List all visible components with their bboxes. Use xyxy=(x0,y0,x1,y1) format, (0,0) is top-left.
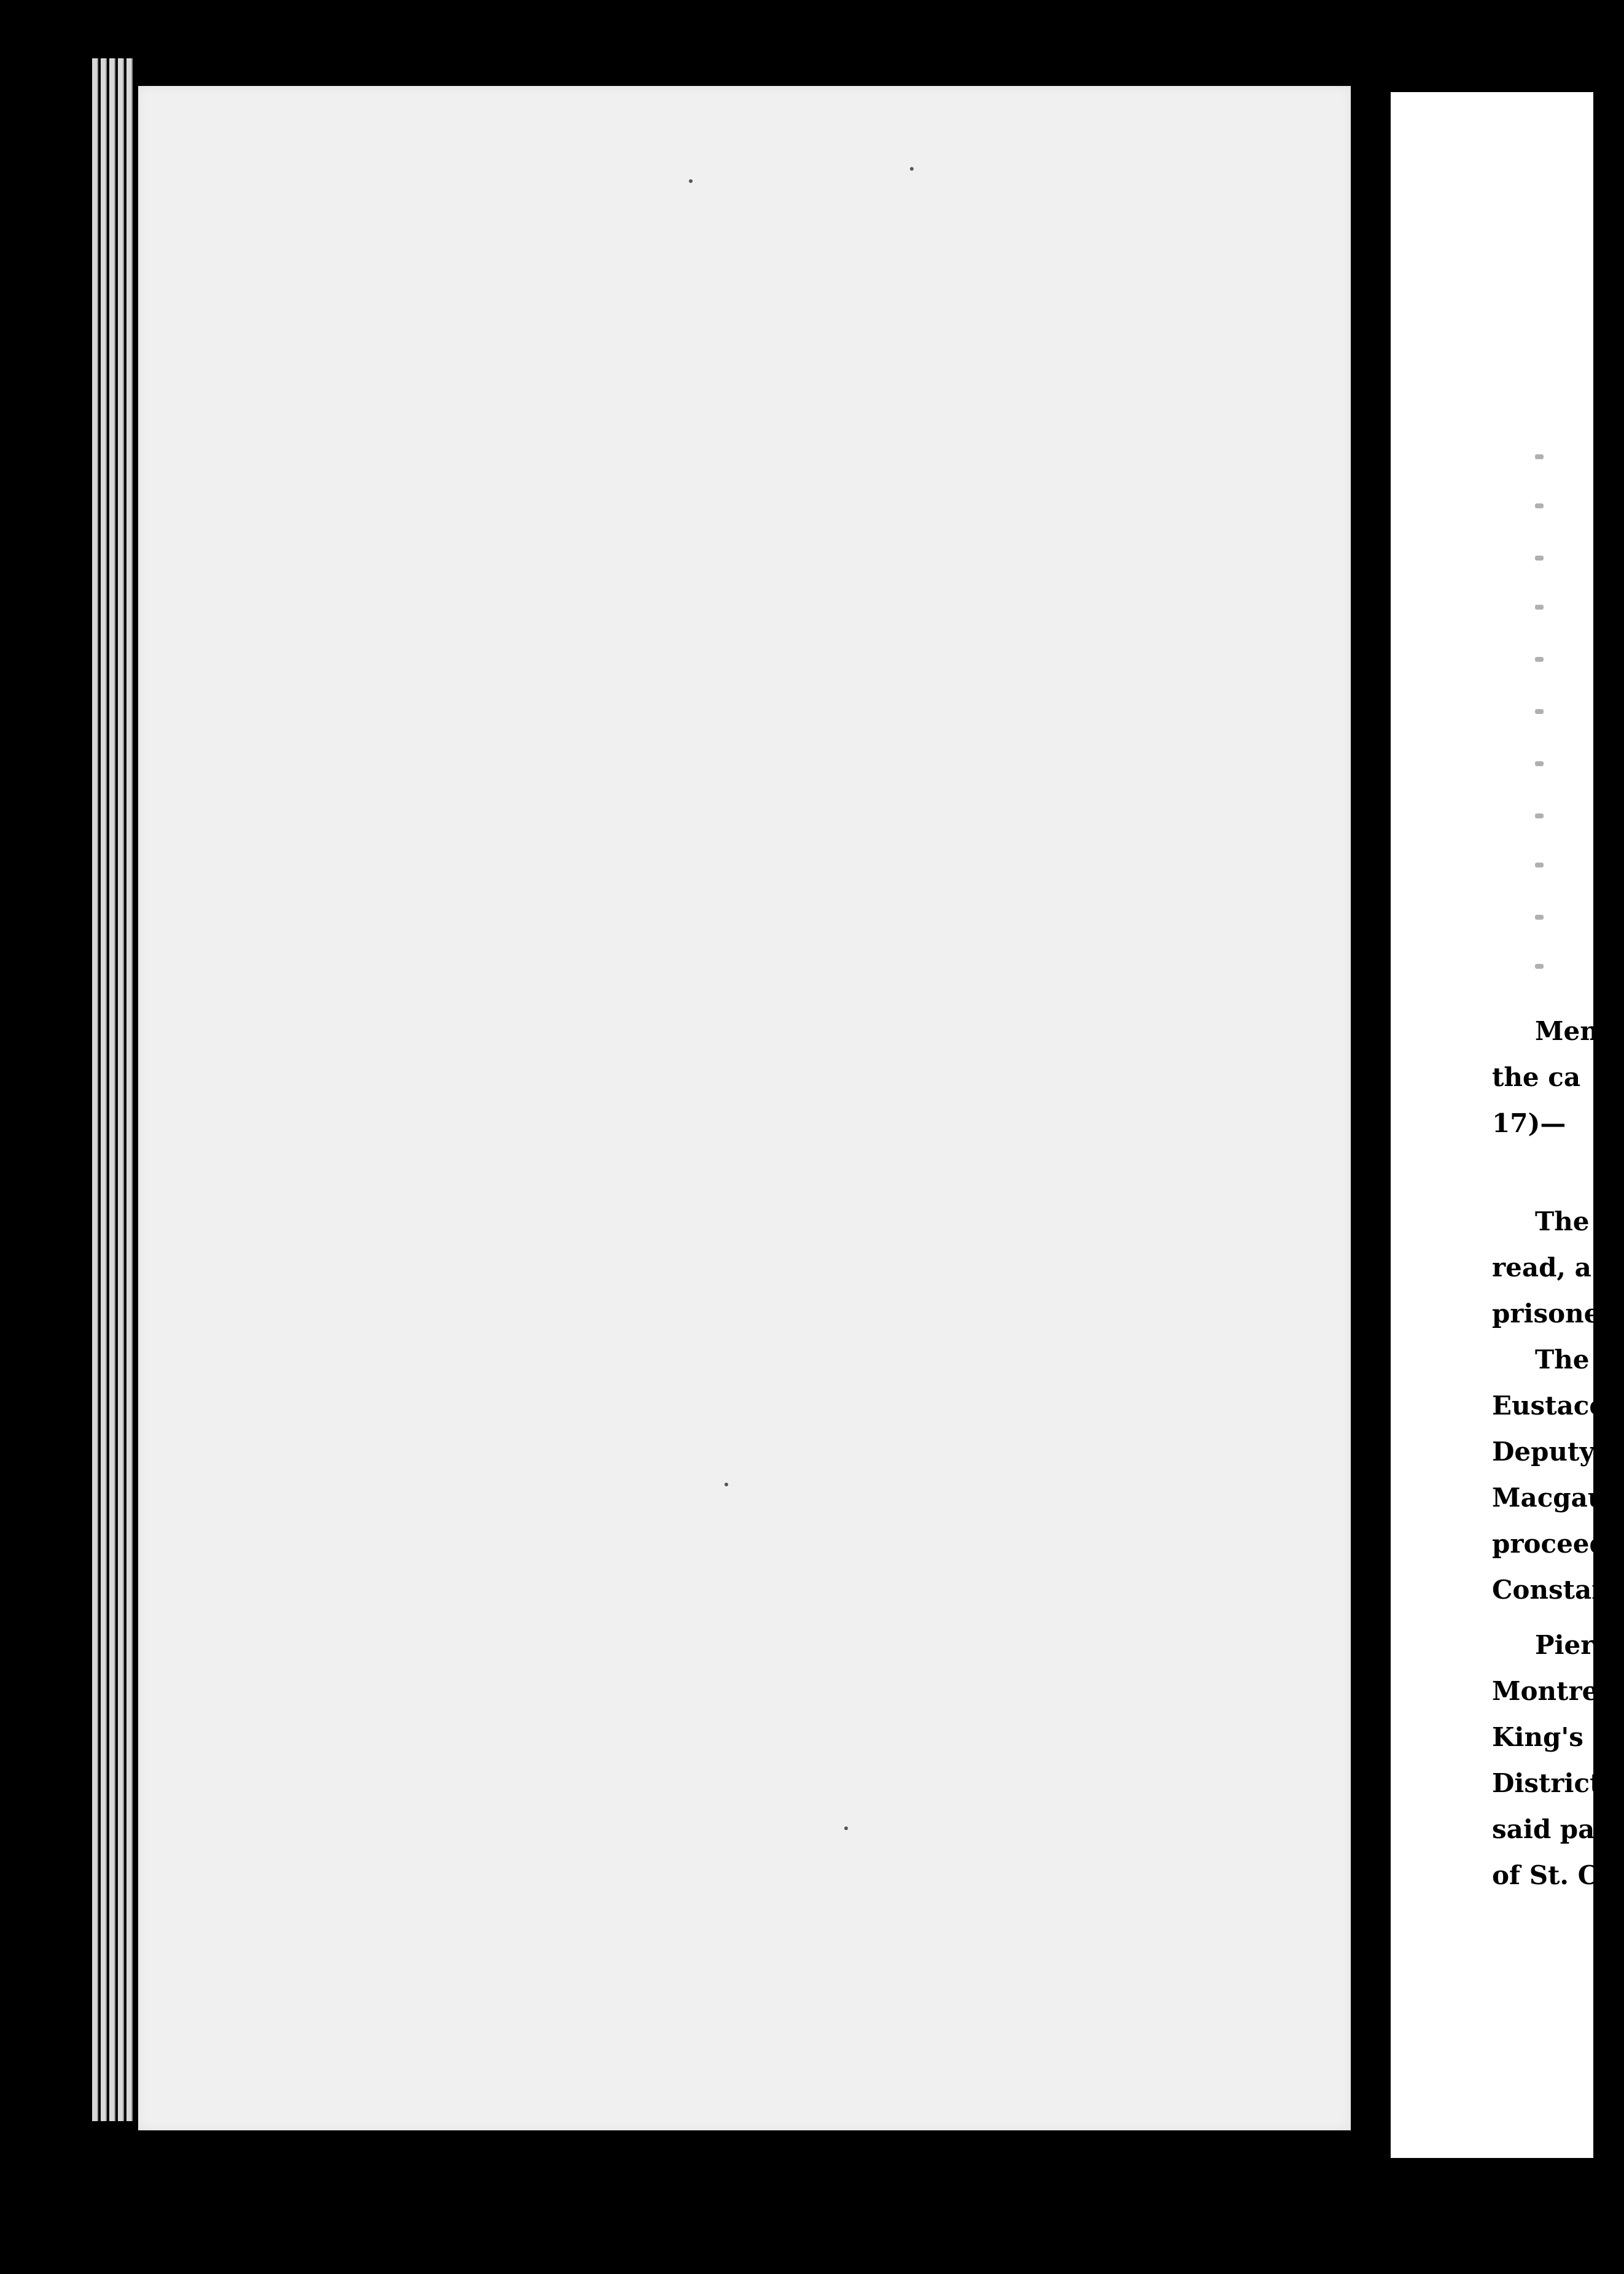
page-edge-stack xyxy=(92,58,141,2121)
text-line: proceed xyxy=(1492,1529,1607,1559)
page-edge xyxy=(101,58,107,2121)
book-gutter xyxy=(1351,74,1391,2149)
text-line: District xyxy=(1492,1768,1602,1798)
bleed-mark xyxy=(1535,915,1544,920)
left-page-blank xyxy=(138,86,1351,2130)
text-line: 17)— xyxy=(1492,1108,1566,1138)
text-line: Macgau xyxy=(1492,1483,1607,1513)
paper-speck xyxy=(844,1826,848,1830)
paper-speck xyxy=(910,167,914,171)
page-edge xyxy=(92,58,98,2121)
bleed-mark xyxy=(1535,454,1544,459)
text-line: Pierre xyxy=(1535,1630,1624,1660)
text-line: King's I xyxy=(1492,1722,1605,1752)
bleed-mark xyxy=(1535,709,1544,714)
text-line: prisone xyxy=(1492,1298,1601,1329)
bleed-mark xyxy=(1535,813,1544,818)
bleed-mark xyxy=(1535,605,1544,610)
paper-speck xyxy=(689,179,693,183)
text-line: of St. C xyxy=(1492,1860,1599,1890)
text-line: read, a xyxy=(1492,1252,1591,1283)
text-line: the ca xyxy=(1492,1062,1581,1092)
bleed-mark xyxy=(1535,863,1544,867)
bleed-mark xyxy=(1535,761,1544,766)
page-edge xyxy=(126,58,133,2121)
text-line: The xyxy=(1535,1345,1590,1375)
text-line: Eustace xyxy=(1492,1391,1606,1421)
bleed-mark xyxy=(1535,964,1544,969)
paper-speck xyxy=(725,1483,728,1486)
text-line: said pari xyxy=(1492,1814,1618,1844)
text-line: Deputy xyxy=(1492,1437,1595,1467)
page-edge xyxy=(118,58,124,2121)
bleed-mark xyxy=(1535,657,1544,662)
text-line: Constan xyxy=(1492,1575,1610,1605)
text-line: The xyxy=(1535,1206,1590,1236)
bleed-mark xyxy=(1535,556,1544,561)
text-line: Men xyxy=(1535,1016,1599,1046)
text-line: Montrea xyxy=(1492,1676,1615,1706)
page-edge xyxy=(109,58,115,2121)
bleed-mark xyxy=(1535,503,1544,508)
